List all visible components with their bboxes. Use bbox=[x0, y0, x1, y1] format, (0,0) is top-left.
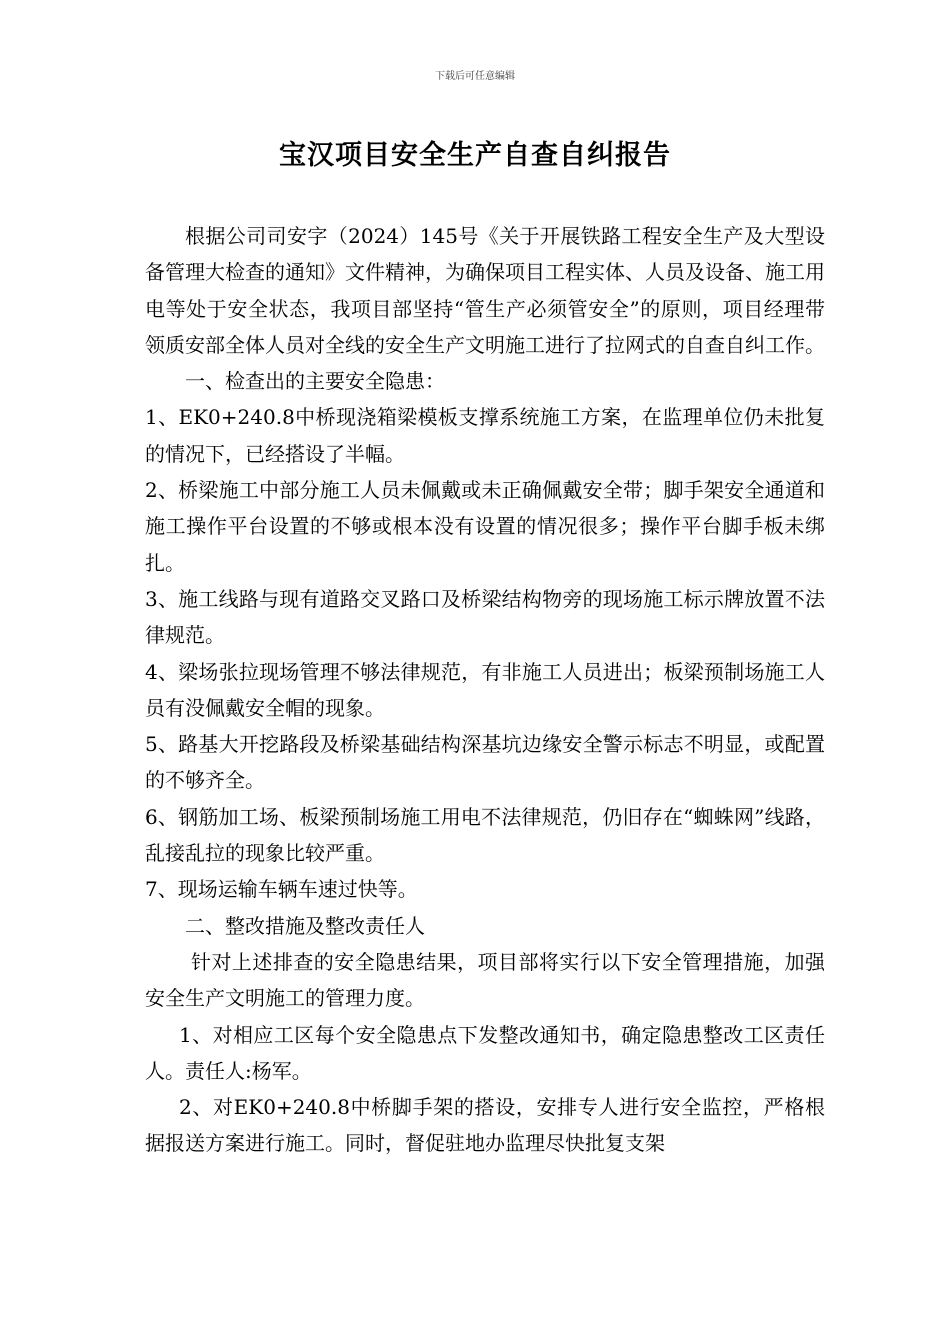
document-body bbox=[145, 218, 825, 1162]
hazard-item-6: 6、钢筋加工场、板梁预制场施工用电不法律规范，仍旧存在“蜘蛛网”线路，乱接乱拉的现象比较严重。 bbox=[145, 804, 825, 866]
hazard-item-3: 3、施工线路与现有道路交叉路口及桥梁结构物旁的现场施工标示牌放置不法律规范。 bbox=[145, 586, 825, 648]
hazard-item-2: 2、桥梁施工中部分施工人员未佩戴或未正确佩戴安全带；脚手架安全通道和施工操作平台设置的不够或根本没有设置的情况很多；操作平台脚手板未绑扎。 bbox=[145, 478, 825, 575]
document-title: 宝汉项目安全生产自查自纠报告 bbox=[279, 140, 671, 171]
header-note: 下载后可任意编辑 bbox=[435, 71, 515, 82]
measure-item-1: 1、对相应工区每个安全隐患点下发整改通知书，确定隐患整改工区责任人。责任人:杨军。 bbox=[145, 1022, 825, 1083]
measures-intro: 针对上述排查的安全隐患结果，项目部将实行以下安全管理措施，加强安全生产文明施工的管理力度。 bbox=[145, 949, 825, 1011]
hazard-item-5: 5、路基大开挖路段及桥梁基础结构深基坑边缘安全警示标志不明显，或配置的不够齐全。 bbox=[145, 732, 825, 793]
hazard-item-7: 7、现场运输车辆车速过快等。 bbox=[145, 877, 418, 902]
measure-item-2: 2、对EK0+240.8中桥脚手架的搭设，安排专人进行安全监控，严格根据报送方案进行施工。同时，督促驻地办监理尽快批复支架 bbox=[145, 1095, 825, 1156]
section-heading-measures: 二、整改措施及整改责任人 bbox=[185, 913, 425, 938]
intro-paragraph: 根据公司司安字（2024）145号《关于开展铁路工程安全生产及大型设备管理大检查的通知》文件精神，为确保项目工程实体、人员及设备、施工用电等处于安全状态，我项目部坚持“管生产必须管安全”的原则，项目经理带领质安部全体人员对全线的安全生产文明施工进行了拉网式的自查自纠工作。 bbox=[145, 224, 825, 357]
hazard-item-4: 4、梁场张拉现场管理不够法律规范，有非施工人员进出；板梁预制场施工人员有没佩戴安全帽的现象。 bbox=[145, 659, 825, 720]
hazard-item-1: 1、EK0+240.8中桥现浇箱梁模板支撑系统施工方案，在监理单位仍未批复的情况下，已经搭设了半幅。 bbox=[145, 405, 825, 466]
section-heading-hazards: 一、检查出的主要安全隐患： bbox=[185, 369, 445, 394]
